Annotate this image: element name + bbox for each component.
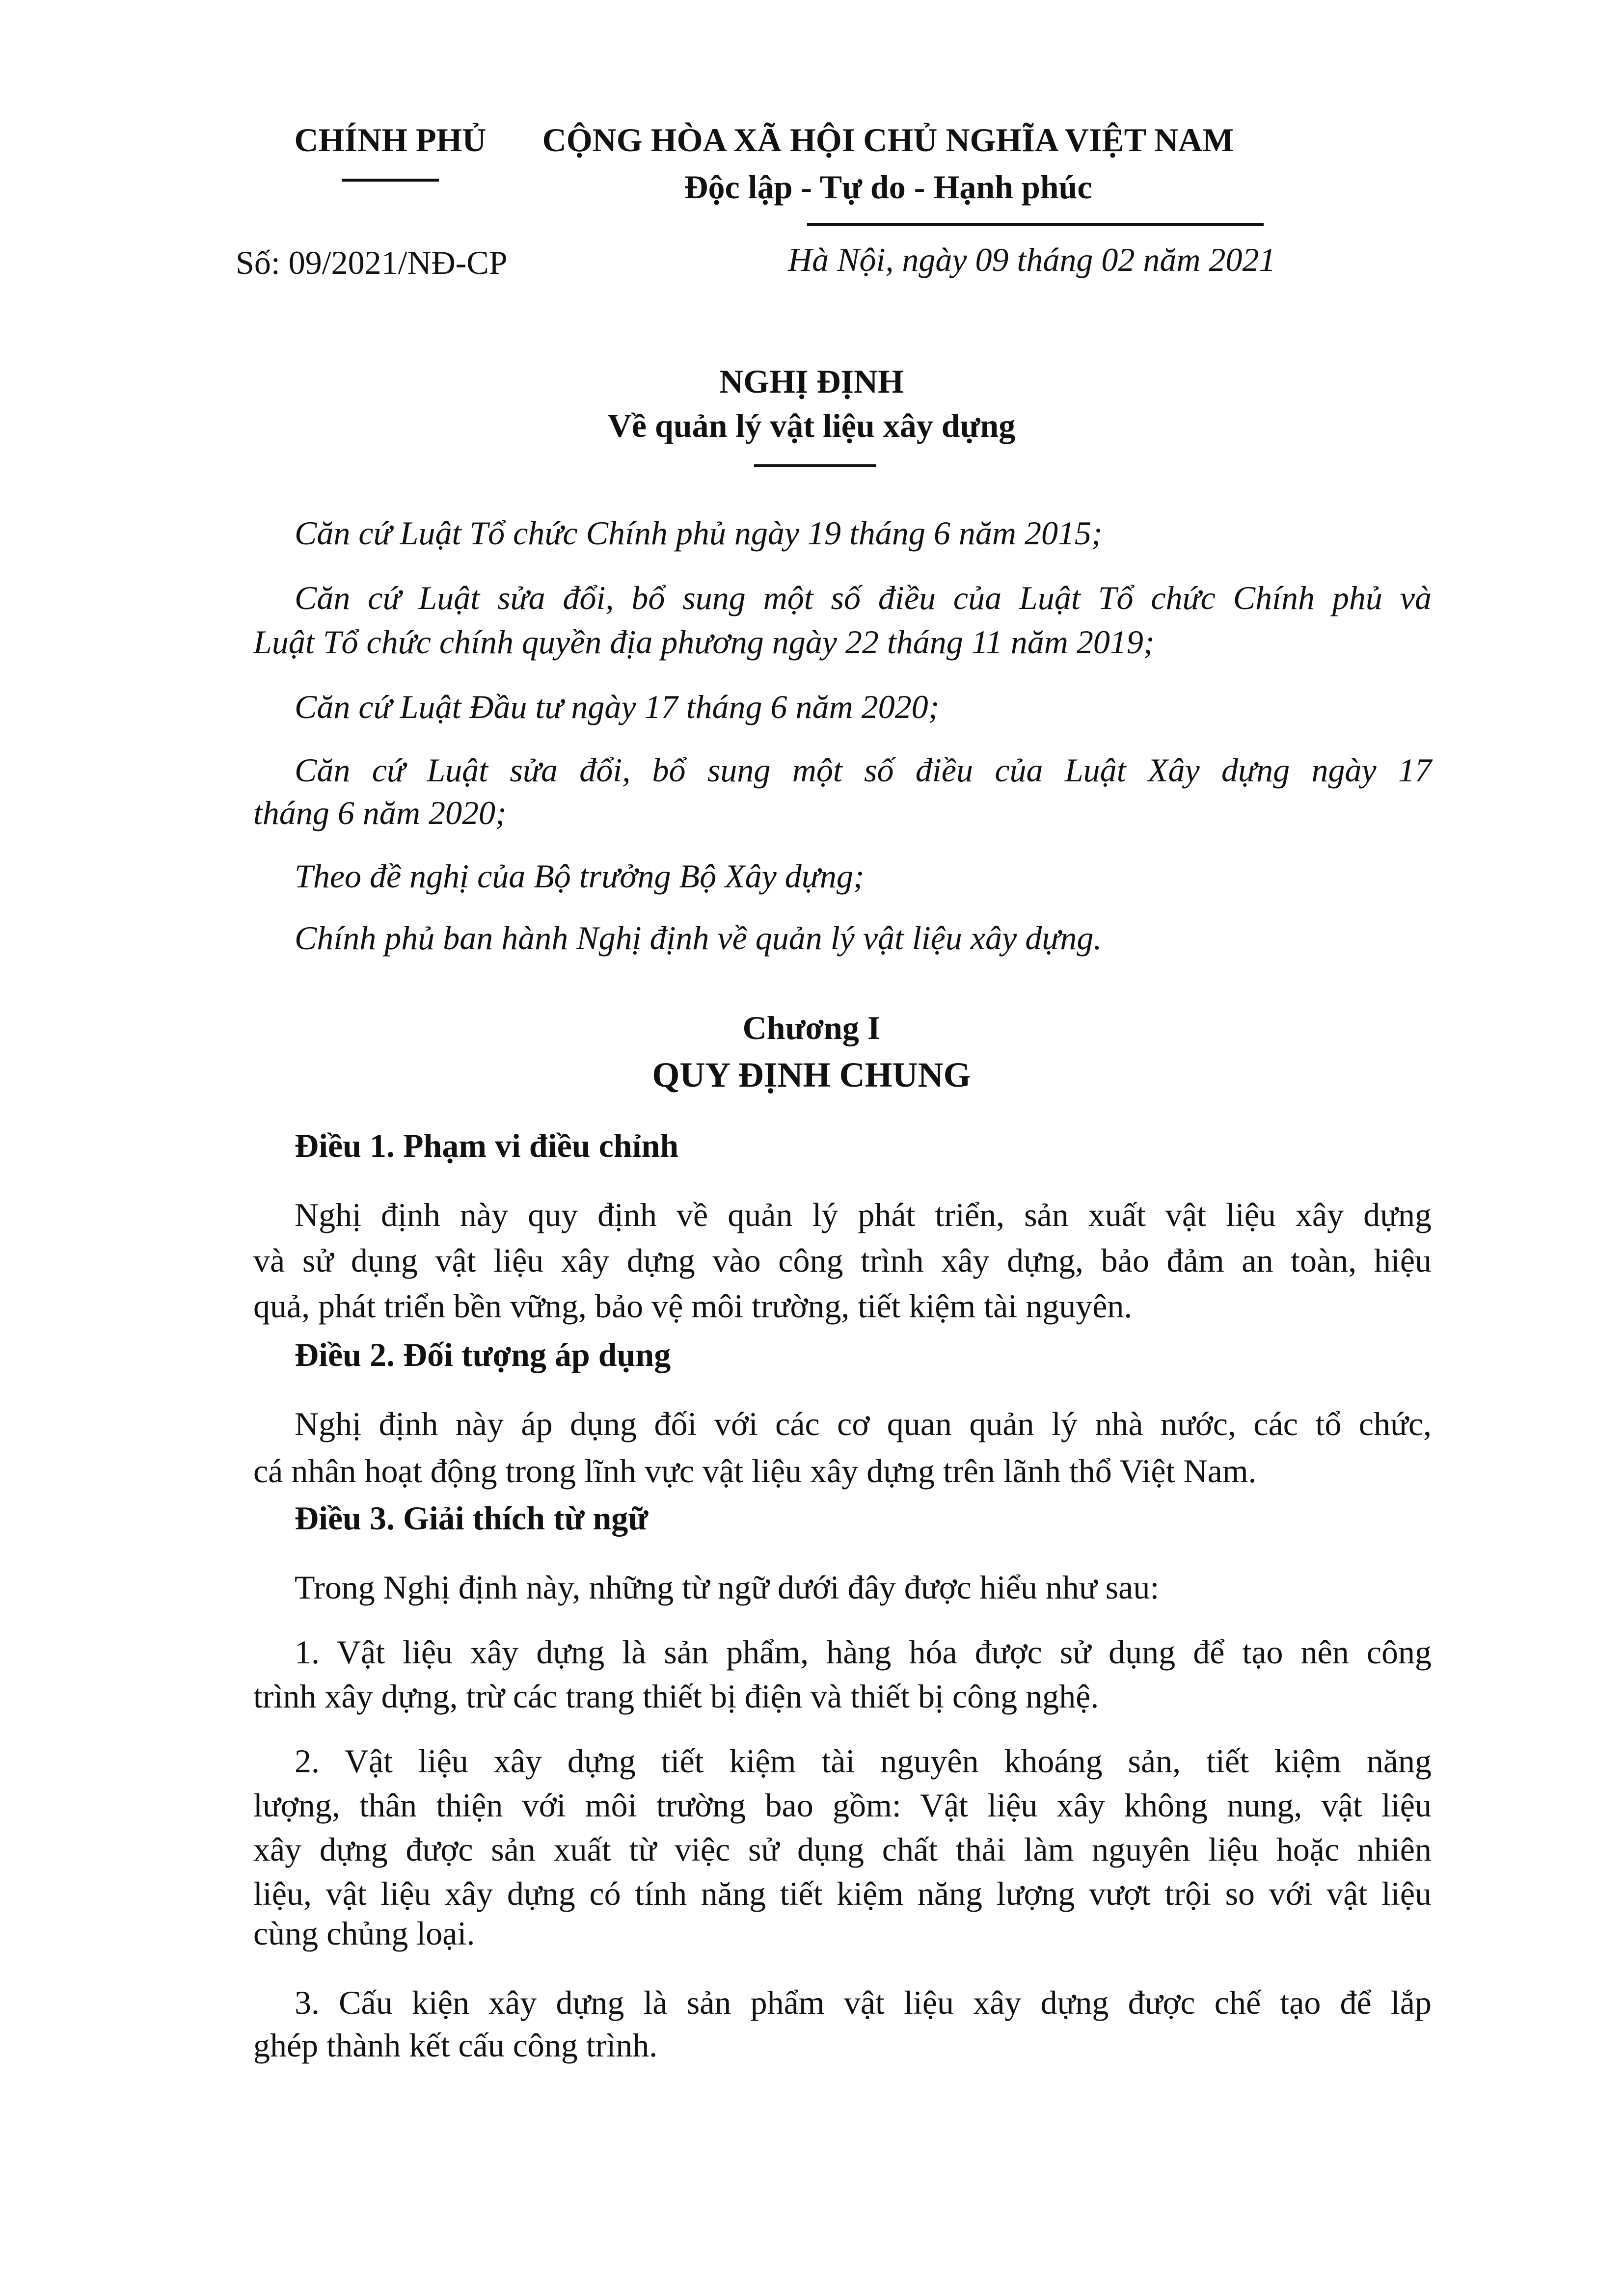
article-3-line: xây dựng được sản xuất từ việc sử dụng chất thải làm nguyên liệu hoặc nhiên (253, 1831, 1432, 1868)
article-3-line: liệu, vật liệu xây dựng có tính năng tiết kiệm năng lượng vượt trội so với vật liệu (253, 1875, 1432, 1912)
document-number: Số: 09/2021/NĐ-CP (236, 244, 508, 281)
preamble-line: Căn cứ Luật sửa đổi, bổ sung một số điều của Luật Xây dựng ngày 17 (295, 751, 1432, 789)
article-1-line: Nghị định này quy định về quản lý phát triển, sản xuất vật liệu xây dựng (295, 1196, 1432, 1233)
preamble-line: Căn cứ Luật sửa đổi, bổ sung một số điều của Luật Tổ chức Chính phủ và (295, 579, 1432, 616)
article-3-line: 2. Vật liệu xây dựng tiết kiệm tài nguyên khoáng sản, tiết kiệm năng (295, 1742, 1432, 1780)
article-3-line: Trong Nghị định này, những từ ngữ dưới đây được hiểu như sau: (295, 1569, 1160, 1606)
country-name: CỘNG HÒA XÃ HỘI CHỦ NGHĨA VIỆT NAM (542, 121, 1234, 159)
place-date: Hà Nội, ngày 09 tháng 02 năm 2021 (788, 241, 1276, 278)
document-subject: Về quản lý vật liệu xây dựng (607, 407, 1016, 444)
article-1-heading: Điều 1. Phạm vi điều chỉnh (295, 1127, 679, 1164)
article-3-line: 3. Cấu kiện xây dựng là sản phẩm vật liệu xây dựng được chế tạo để lắp (295, 1984, 1432, 2021)
article-3-line: trình xây dựng, trừ các trang thiết bị điện và thiết bị công nghệ. (253, 1678, 1099, 1715)
preamble-line: Căn cứ Luật Tổ chức Chính phủ ngày 19 tháng 6 năm 2015; (295, 514, 1103, 552)
article-3-line: 1. Vật liệu xây dựng là sản phẩm, hàng hóa được sử dụng để tạo nên công (295, 1633, 1432, 1671)
article-3-line: ghép thành kết cấu công trình. (253, 2027, 658, 2064)
article-3-line: cùng chủng loại. (253, 1915, 475, 1952)
article-3-line: lượng, thân thiện với môi trường bao gồm: Vật liệu xây không nung, vật liệu (253, 1787, 1432, 1824)
article-3-heading: Điều 3. Giải thích từ ngữ (295, 1499, 649, 1537)
preamble-line: Luật Tổ chức chính quyền địa phương ngày 22 tháng 11 năm 2019; (253, 623, 1155, 661)
article-2-line: Nghị định này áp dụng đối với các cơ quan quản lý nhà nước, các tổ chức, (295, 1405, 1432, 1442)
article-2-line: cá nhân hoạt động trong lĩnh vực vật liệu xây dựng trên lãnh thổ Việt Nam. (253, 1452, 1257, 1490)
article-2-heading: Điều 2. Đối tượng áp dụng (295, 1336, 671, 1373)
article-1-line: quả, phát triển bền vững, bảo vệ môi trường, tiết kiệm tài nguyên. (253, 1287, 1133, 1325)
national-motto: Độc lập - Tự do - Hạnh phúc (684, 168, 1092, 206)
motto-underline (807, 223, 1264, 226)
article-1-line: và sử dụng vật liệu xây dựng vào công trình xây dựng, bảo đảm an toàn, hiệu (253, 1242, 1432, 1279)
preamble-line: tháng 6 năm 2020; (253, 794, 507, 831)
issuer: CHÍNH PHỦ (294, 121, 487, 159)
chapter-title: QUY ĐỊNH CHUNG (652, 1055, 971, 1095)
preamble-line: Căn cứ Luật Đầu tư ngày 17 tháng 6 năm 2020; (295, 688, 940, 725)
preamble-line: Chính phủ ban hành Nghị định về quản lý vật liệu xây dựng. (295, 919, 1102, 957)
title-underline (754, 464, 876, 467)
preamble-line: Theo đề nghị của Bộ trưởng Bộ Xây dựng; (295, 857, 865, 895)
document-type: NGHỊ ĐỊNH (719, 363, 904, 400)
chapter-number: Chương I (742, 1009, 881, 1046)
